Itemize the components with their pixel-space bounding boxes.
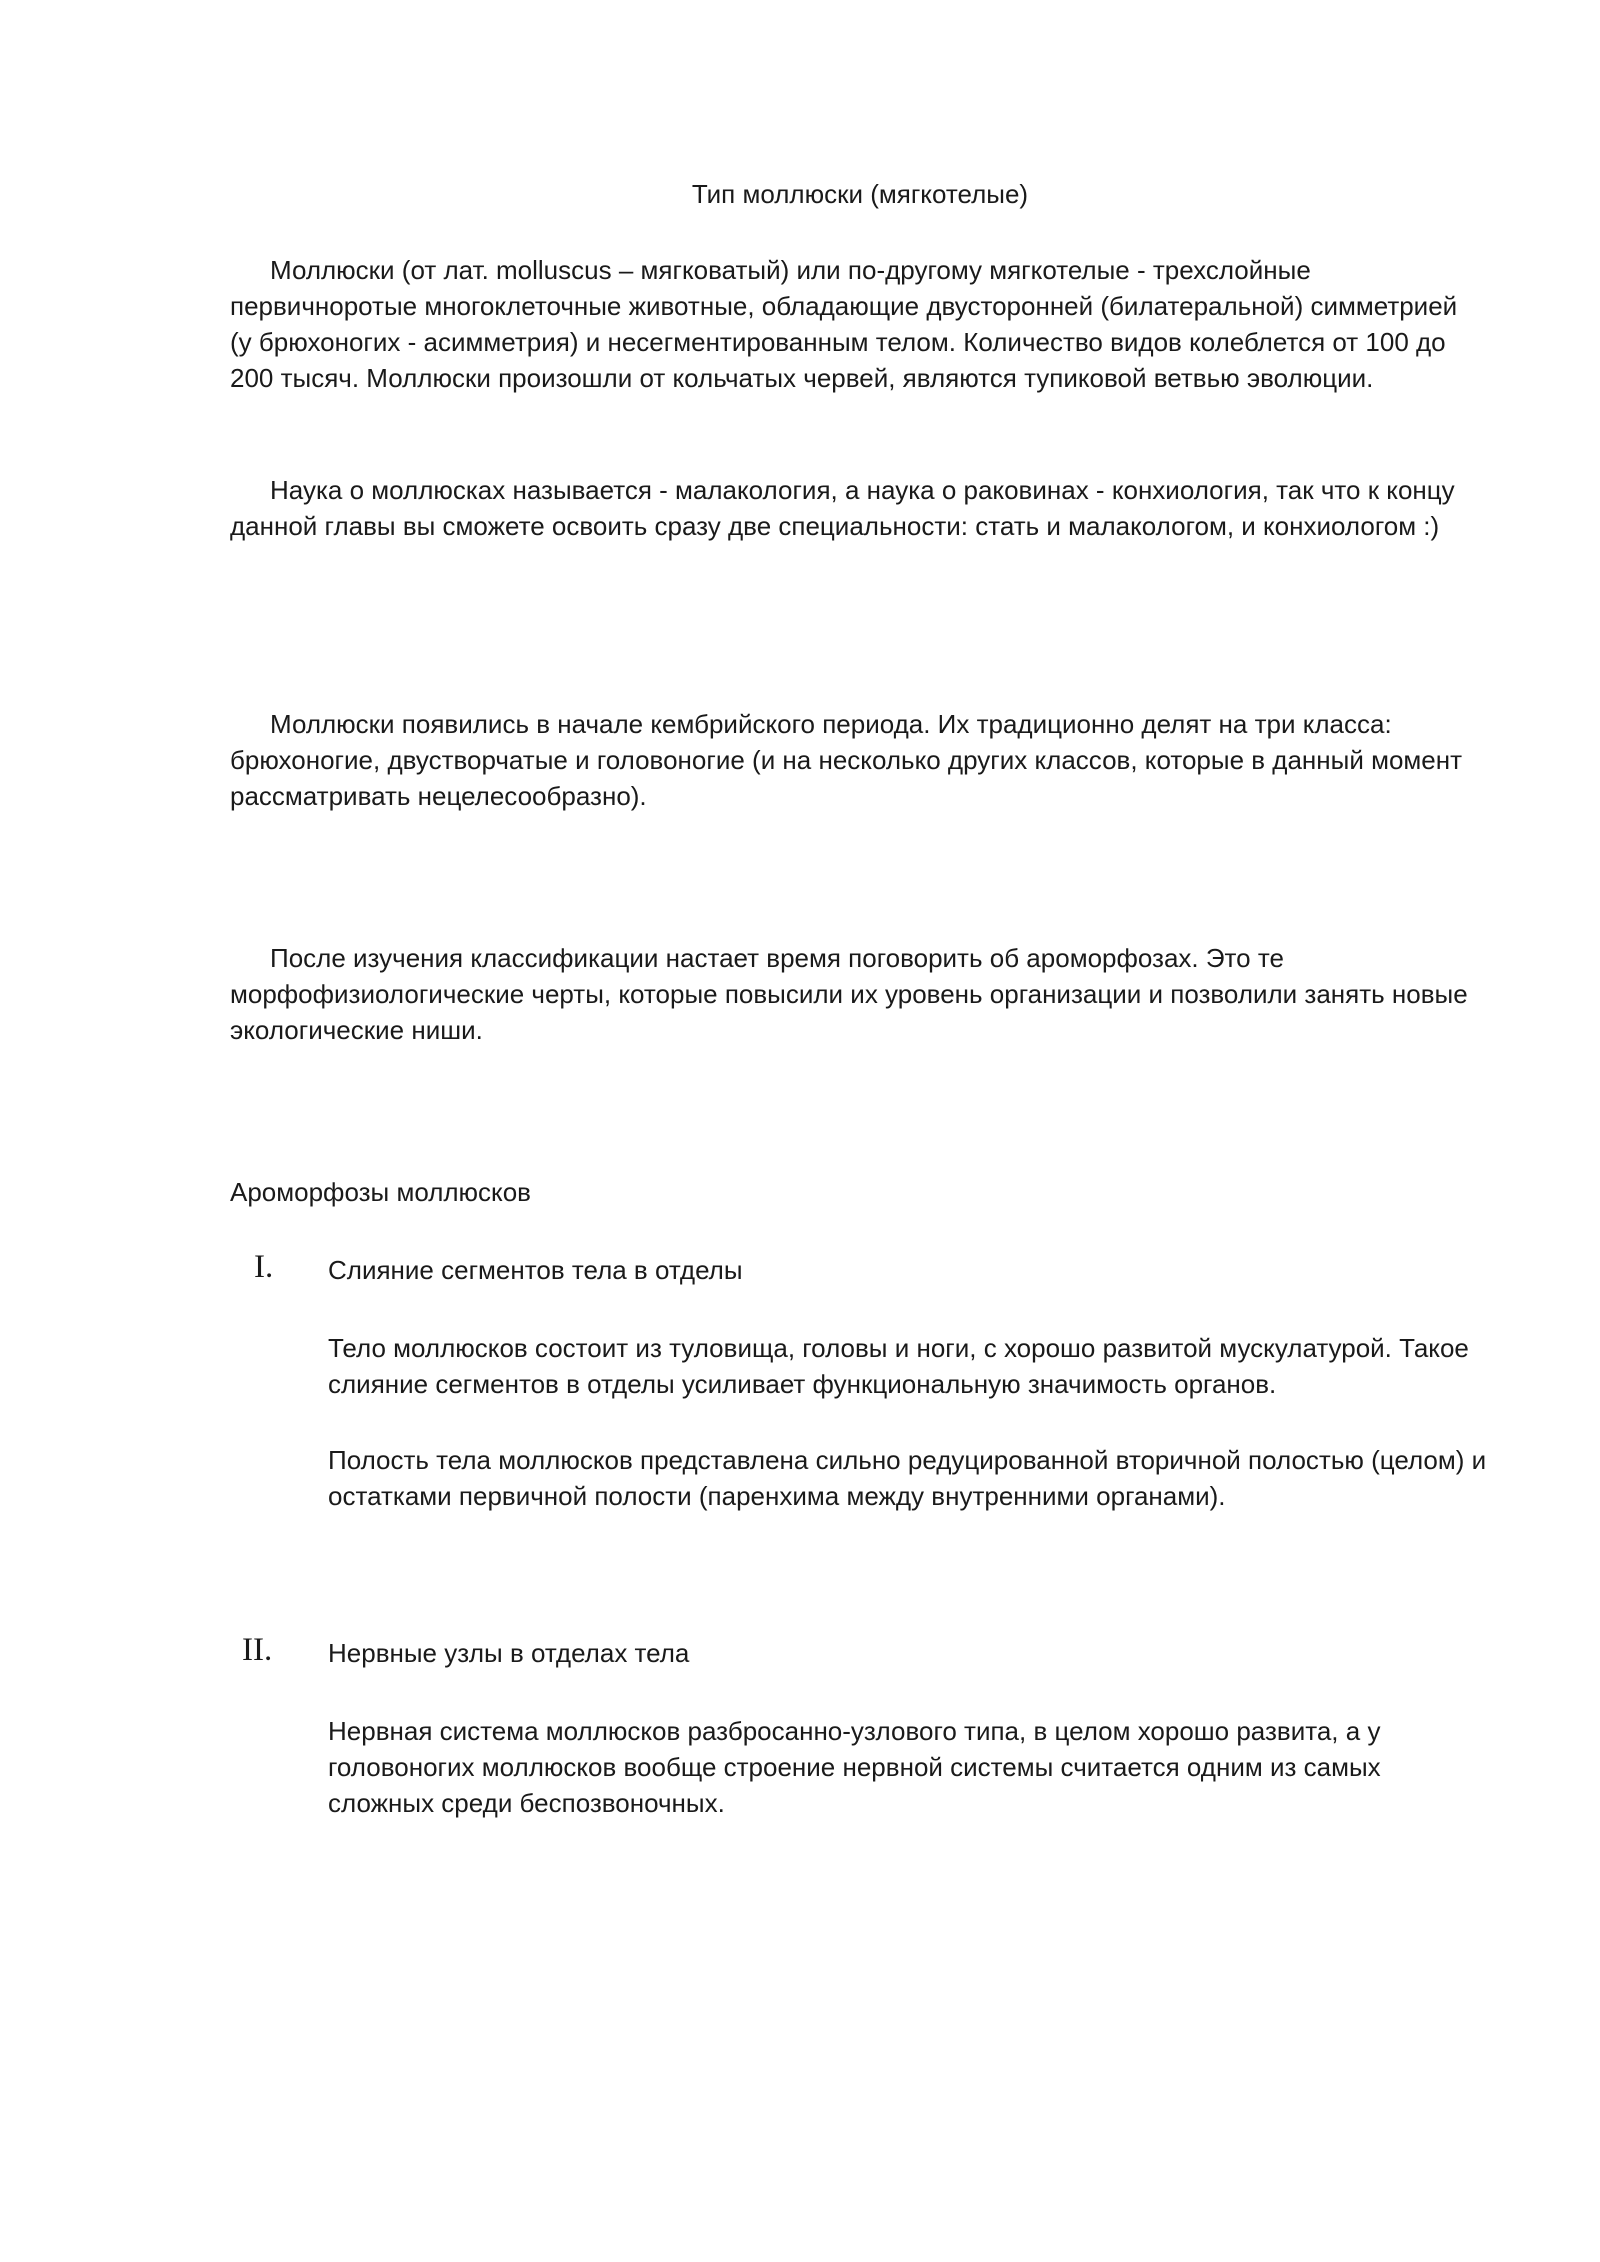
list-item-title: Слияние сегментов тела в отделы <box>328 1255 743 1285</box>
list-item-paragraph: Тело моллюсков состоит из туловища, головы и ноги, с хорошо развитой мускулатурой. Такое слияние сегментов в отделы усиливает функциональную значимость органов. <box>328 1333 1469 1399</box>
list-item-title: Нервные узлы в отделах тела <box>328 1638 690 1668</box>
list-item-paragraph: Полость тела моллюсков представлена сильно редуцированной вторичной полостью (целом) и остатками первичной полости (паренхима между внутренними органами). <box>328 1445 1487 1511</box>
intro-paragraph-aromorphoses: После изучения классификации настает время поговорить об ароморфозах. Это те морфофизиологические черты, которые повысили их уровень организации и позволили занять новые экологические ниши. <box>230 943 1468 1045</box>
list-numeral: II. <box>242 1632 273 1668</box>
list-numeral: I. <box>254 1249 274 1285</box>
intro-paragraph-definition: Моллюски (от лат. molluscus – мягковатый) или по-другому мягкотелые - трехслойные первичноротые многоклеточные животные, обладающие двусторонней (билатеральной) симметрией (у брюхоногих - асимметрия) и несегментированным телом. Количество видов колеблется от 100 до 200 тысяч. Моллюски произошли от кольчатых червей, являются тупиковой ветвью эволюции. <box>230 255 1458 393</box>
intro-paragraph-malacology: Наука о моллюсках называется - малакология, а наука о раковинах - конхиология, так что к концу данной главы вы сможете освоить сразу две специальности: стать и малакологом, и конхиологом :) <box>230 475 1455 541</box>
intro-paragraph-classes: Моллюски появились в начале кембрийского периода. Их традиционно делят на три класса: брюхоногие, двустворчатые и головоногие (и на несколько других классов, которые в данный момент рассматривать нецелесообразно). <box>230 709 1463 811</box>
section-heading: Ароморфозы моллюсков <box>230 1177 531 1207</box>
document-title: Тип моллюски (мягкотелые) <box>691 179 1029 209</box>
list-item-paragraph: Нервная система моллюсков разбросанно-узлового типа, в целом хорошо развита, а у головоногих моллюсков вообще строение нервной системы считается одним из самых сложных среди беспозвоночных. <box>328 1716 1381 1818</box>
